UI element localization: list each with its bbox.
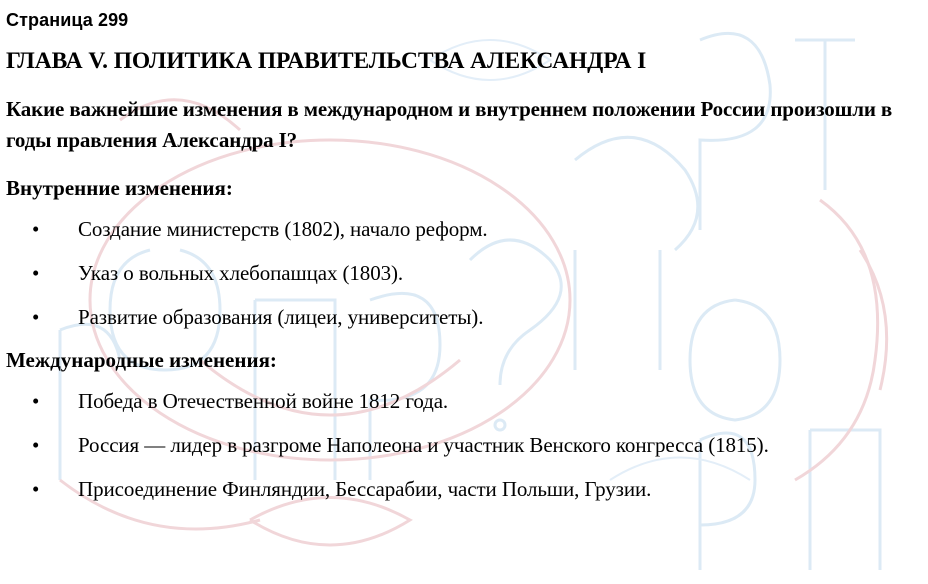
bullet-icon: •	[32, 477, 40, 501]
chapter-title: ГЛАВА V. ПОЛИТИКА ПРАВИТЕЛЬСТВА АЛЕКСАНДРА I	[6, 48, 647, 74]
bullet-icon: •	[32, 389, 40, 413]
list-item-text: Россия — лидер в разгроме Наполеона и участник Венского конгресса (1815).	[78, 433, 769, 457]
list-item-text: Развитие образования (лицеи, университеты).	[78, 305, 484, 329]
list-item-text: Создание министерств (1802), начало реформ.	[78, 217, 488, 241]
list-item	[6, 430, 922, 460]
bullet-icon: •	[32, 217, 40, 241]
list-item	[6, 302, 922, 332]
list-item-text: Указ о вольных хлебопашцах (1803).	[78, 261, 404, 285]
bullet-icon: •	[32, 433, 40, 457]
list-item	[6, 214, 922, 244]
list-item	[6, 474, 922, 504]
list-item-text: Победа в Отечественной войне 1812 года.	[78, 389, 449, 413]
list-item	[6, 258, 922, 288]
list-item	[6, 386, 922, 416]
question-text: Какие важнейшие изменения в международном и внутреннем положении России произошли в годы правления Александра I?	[6, 97, 893, 152]
bullet-icon: •	[32, 305, 40, 329]
bullet-list-international	[6, 386, 922, 504]
page-number: Страница 299	[6, 10, 129, 30]
list-item-text: Присоединение Финляндии, Бессарабии, части Польши, Грузии.	[78, 477, 652, 501]
bullet-icon: •	[32, 261, 40, 285]
bullet-list-internal	[6, 214, 922, 332]
section-heading-internal: Внутренние изменения:	[6, 176, 233, 200]
section-heading-international: Международные изменения:	[6, 348, 277, 372]
